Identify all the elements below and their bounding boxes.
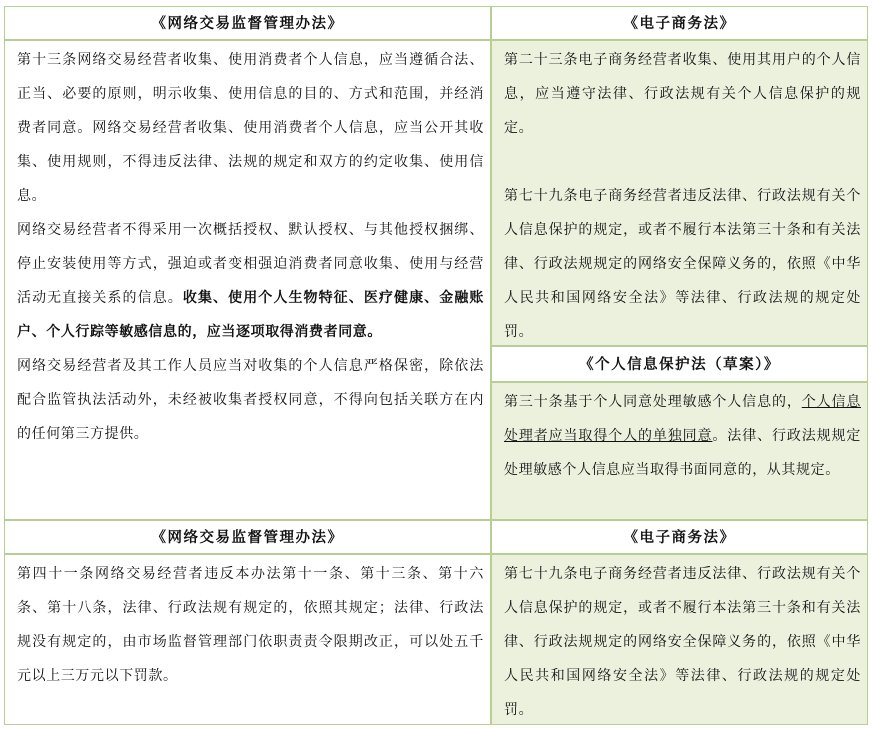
bottom-left-header xyxy=(4,520,491,554)
article-13-para-1: 第十三条网络交易经营者收集、使用消费者个人信息，应当遵循合法、正当、必要的原则，明示收集、使用信息的目的、方式和范围，并经消费者同意。网络交易经营者收集、使用消费者个人信息，应当公开其收集、使用规则，不得违反法律、法规的规定和双方的约定收集、使用信息。 xyxy=(17,52,484,204)
pipl-header xyxy=(491,346,868,382)
top-left-body xyxy=(4,40,491,520)
header-text: 《电子商务法》 xyxy=(623,530,736,546)
emphasis-text: 收集、使用个人生物特征、医疗健康、金融账户、个人行踪等敏感信息的，应当逐项取得消费者同意。 xyxy=(17,290,485,340)
pipl-body xyxy=(491,382,868,520)
spacer xyxy=(504,145,861,179)
underlined-text: 个人信息处理者应当取得个人的单独同意 xyxy=(504,394,861,444)
para-text: 第三十条基于个人同意处理敏感个人信息的， xyxy=(504,394,802,410)
para-text: 网络交易经营者不得采用一次概括授权、默认授权、与其他授权捆绑、停止安装使用等方式，强迫或者变相强迫消费者同意收集、使用与经营活动无直接关系的信息。 xyxy=(17,222,484,306)
article-13-para-3: 网络交易经营者及其工作人员应当对收集的个人信息严格保密，除依法配合监管执法活动外，未经被收集者授权同意，不得向包括关联方在内的任何第三方提供。 xyxy=(17,358,484,442)
header-text: 《个人信息保护法（草案）》 xyxy=(579,357,780,373)
header-text: 《网络交易监督管理办法》 xyxy=(151,530,344,546)
article-79: 第七十九条电子商务经营者违反法律、行政法规有关个人信息保护的规定，或者不履行本法第三十条和有关法律、行政法规规定的网络安全保障义务的，依照《中华人民共和国网络安全法》等法律、行政法规的规定处罚。 xyxy=(504,566,861,718)
header-text: 《网络交易监督管理办法》 xyxy=(151,16,344,32)
bottom-right-header xyxy=(491,520,868,554)
article-41: 第四十一条网络交易经营者违反本办法第十一条、第十三条、第十六条、第十八条，法律、行政法规有规定的，依照其规定；法律、行政法规没有规定的，由市场监督管理部门依职责责令限期改正，可以处五千元以上三万元以下罚款。 xyxy=(17,566,484,684)
top-right-header xyxy=(491,6,868,40)
top-left-header xyxy=(4,6,491,40)
header-text: 《电子商务法》 xyxy=(623,16,736,32)
top-right-body xyxy=(491,40,868,346)
article-79: 第七十九条电子商务经营者违反法律、行政法规有关个人信息保护的规定，或者不履行本法第三十条和有关法律、行政法规规定的网络安全保障义务的，依照《中华人民共和国网络安全法》等法律、行政法规的规定处罚。 xyxy=(504,188,861,340)
article-13-para-2 xyxy=(17,213,484,349)
bottom-left-body xyxy=(4,554,491,725)
article-23: 第二十三条电子商务经营者收集、使用其用户的个人信息，应当遵守法律、行政法规有关个人信息保护的规定。 xyxy=(504,52,861,136)
pipl-article-30 xyxy=(504,385,861,487)
bottom-right-body xyxy=(491,554,868,725)
para-text: 。法律、行政法规规定处理敏感个人信息应当取得书面同意的，从其规定。 xyxy=(504,428,862,478)
